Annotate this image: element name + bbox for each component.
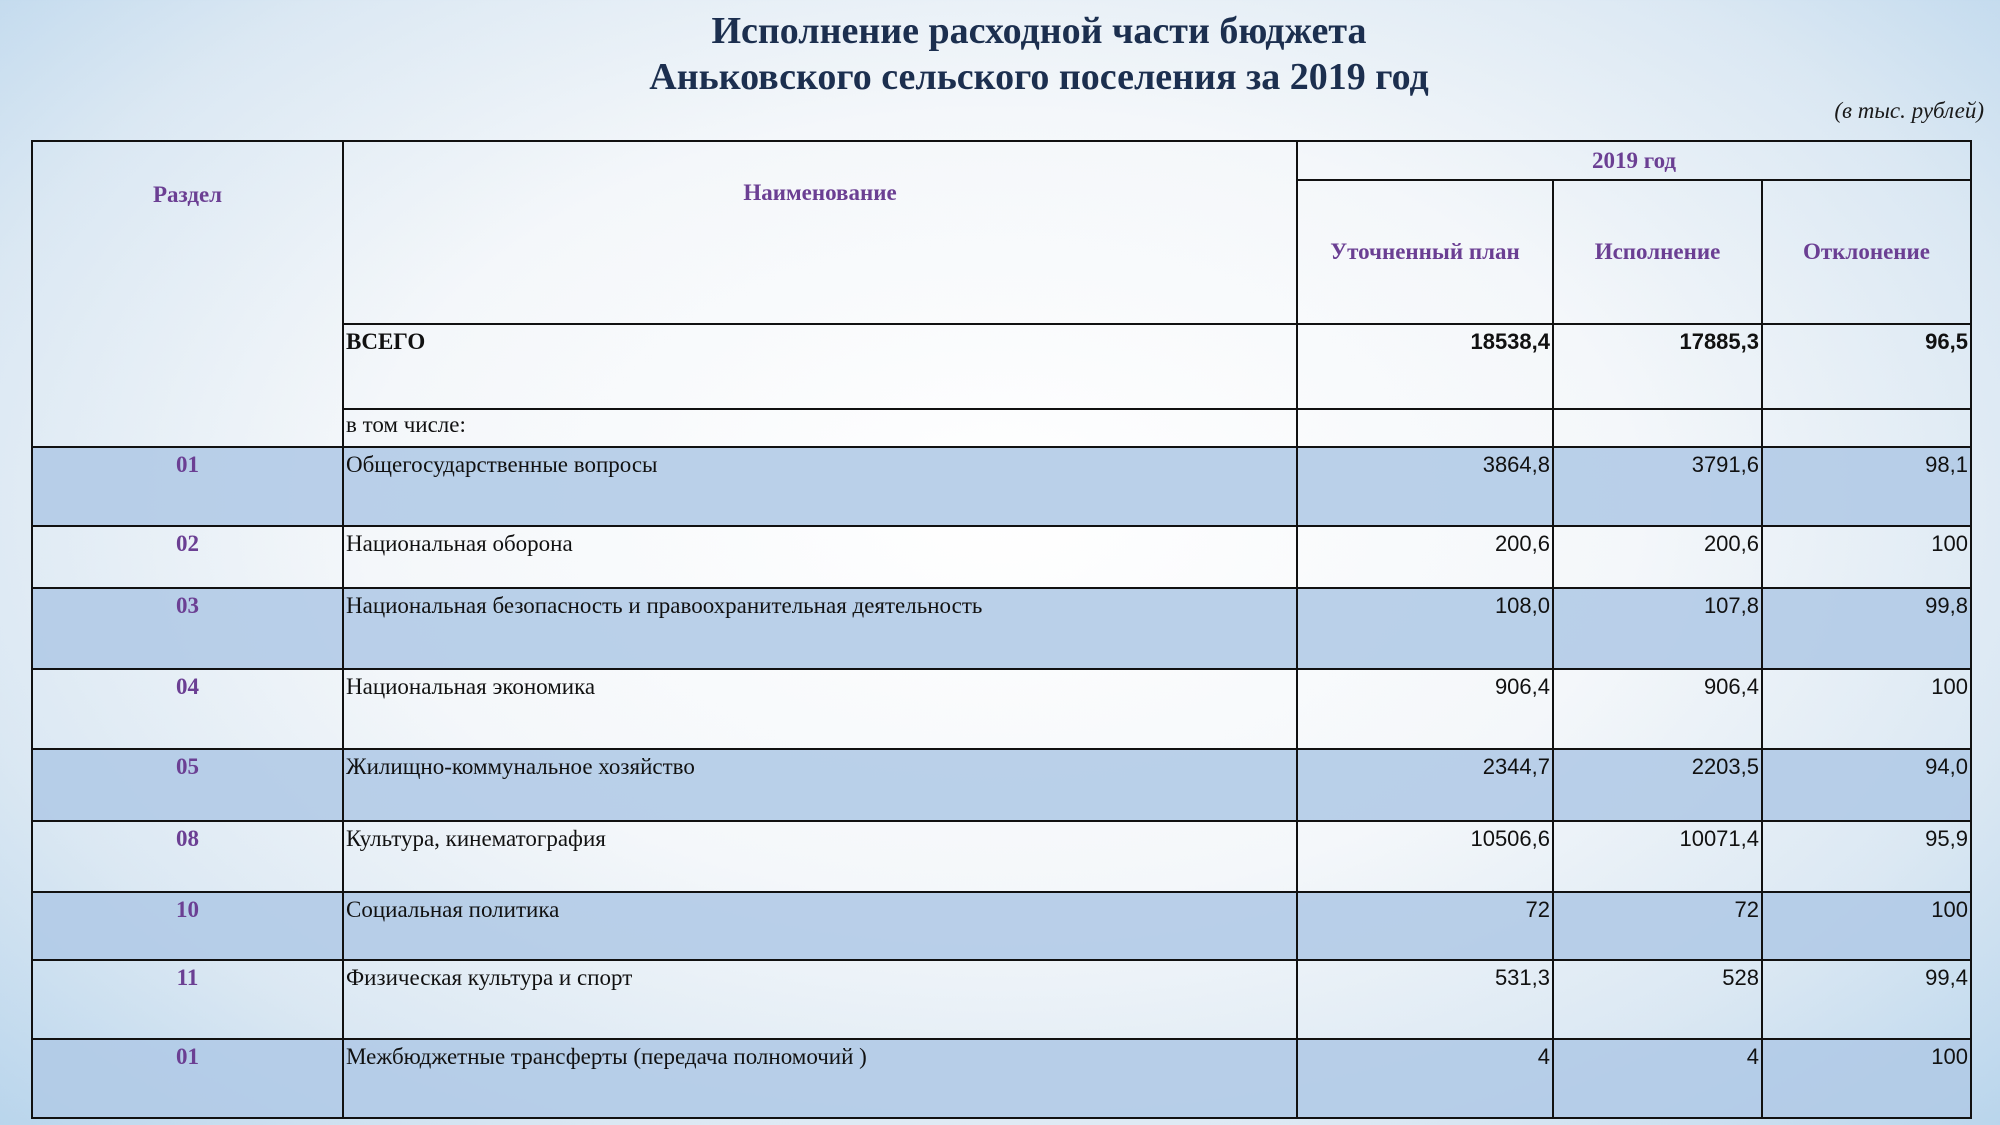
row-code: 01 bbox=[32, 1039, 343, 1118]
table-row bbox=[32, 960, 1971, 1039]
row-deviation: 100 bbox=[1762, 669, 1971, 749]
header-execution: Исполнение bbox=[1553, 180, 1762, 324]
row-execution: 72 bbox=[1553, 892, 1762, 960]
row-code: 03 bbox=[32, 588, 343, 669]
row-plan: 4 bbox=[1297, 1039, 1553, 1118]
row-plan: 531,3 bbox=[1297, 960, 1553, 1039]
row-name: Межбюджетные трансферты (передача полномочий ) bbox=[343, 1039, 1297, 1118]
total-plan: 18538,4 bbox=[1297, 324, 1553, 409]
row-name: Культура, кинематография bbox=[343, 821, 1297, 892]
row-execution: 2203,5 bbox=[1553, 749, 1762, 821]
table-row bbox=[32, 821, 1971, 892]
row-plan: 200,6 bbox=[1297, 526, 1553, 588]
row-name: Социальная политика bbox=[343, 892, 1297, 960]
row-code: 08 bbox=[32, 821, 343, 892]
row-plan: 906,4 bbox=[1297, 669, 1553, 749]
row-name: Национальная экономика bbox=[343, 669, 1297, 749]
row-execution: 3791,6 bbox=[1553, 447, 1762, 526]
table-row bbox=[32, 749, 1971, 821]
table-row bbox=[32, 447, 1971, 526]
row-name: Национальная оборона bbox=[343, 526, 1297, 588]
table-row bbox=[32, 588, 1971, 669]
table-row bbox=[32, 892, 1971, 960]
header-plan: Уточненный план bbox=[1297, 180, 1553, 324]
row-code: 02 bbox=[32, 526, 343, 588]
including-label: в том числе: bbox=[343, 409, 1297, 447]
row-execution: 4 bbox=[1553, 1039, 1762, 1118]
page-title bbox=[0, 8, 2000, 100]
total-execution: 17885,3 bbox=[1553, 324, 1762, 409]
row-execution: 906,4 bbox=[1553, 669, 1762, 749]
row-deviation: 94,0 bbox=[1762, 749, 1971, 821]
row-name: Общегосударственные вопросы bbox=[343, 447, 1297, 526]
table-row bbox=[32, 669, 1971, 749]
empty-cell bbox=[1762, 409, 1971, 447]
row-name: Физическая культура и спорт bbox=[343, 960, 1297, 1039]
header-section: Раздел bbox=[32, 141, 343, 447]
empty-cell bbox=[1297, 409, 1553, 447]
row-plan: 3864,8 bbox=[1297, 447, 1553, 526]
row-deviation: 99,8 bbox=[1762, 588, 1971, 669]
row-deviation: 95,9 bbox=[1762, 821, 1971, 892]
row-deviation: 99,4 bbox=[1762, 960, 1971, 1039]
header-deviation: Отклонение bbox=[1762, 180, 1971, 324]
title-line-2: Аньковского сельского поселения за 2019 год bbox=[649, 56, 1429, 98]
row-execution: 200,6 bbox=[1553, 526, 1762, 588]
row-code: 11 bbox=[32, 960, 343, 1039]
row-code: 01 bbox=[32, 447, 343, 526]
row-plan: 10506,6 bbox=[1297, 821, 1553, 892]
header-year: 2019 год bbox=[1297, 141, 1971, 180]
row-plan: 108,0 bbox=[1297, 588, 1553, 669]
total-name: ВСЕГО bbox=[343, 324, 1297, 409]
row-code: 04 bbox=[32, 669, 343, 749]
row-deviation: 100 bbox=[1762, 526, 1971, 588]
row-code: 10 bbox=[32, 892, 343, 960]
header-name: Наименование bbox=[343, 141, 1297, 324]
total-deviation: 96,5 bbox=[1762, 324, 1971, 409]
row-deviation: 100 bbox=[1762, 892, 1971, 960]
row-name: Жилищно-коммунальное хозяйство bbox=[343, 749, 1297, 821]
table-row bbox=[32, 526, 1971, 588]
table-row bbox=[32, 1039, 1971, 1118]
row-deviation: 100 bbox=[1762, 1039, 1971, 1118]
row-execution: 107,8 bbox=[1553, 588, 1762, 669]
row-name: Национальная безопасность и правоохранительная деятельность bbox=[343, 588, 1297, 669]
row-deviation: 98,1 bbox=[1762, 447, 1971, 526]
row-plan: 2344,7 bbox=[1297, 749, 1553, 821]
row-plan: 72 bbox=[1297, 892, 1553, 960]
row-execution: 528 bbox=[1553, 960, 1762, 1039]
row-code: 05 bbox=[32, 749, 343, 821]
row-execution: 10071,4 bbox=[1553, 821, 1762, 892]
budget-table bbox=[31, 140, 1972, 1119]
title-line-1: Исполнение расходной части бюджета bbox=[711, 10, 1367, 52]
units-note: (в тыс. рублей) bbox=[1834, 98, 1984, 123]
empty-cell bbox=[1553, 409, 1762, 447]
